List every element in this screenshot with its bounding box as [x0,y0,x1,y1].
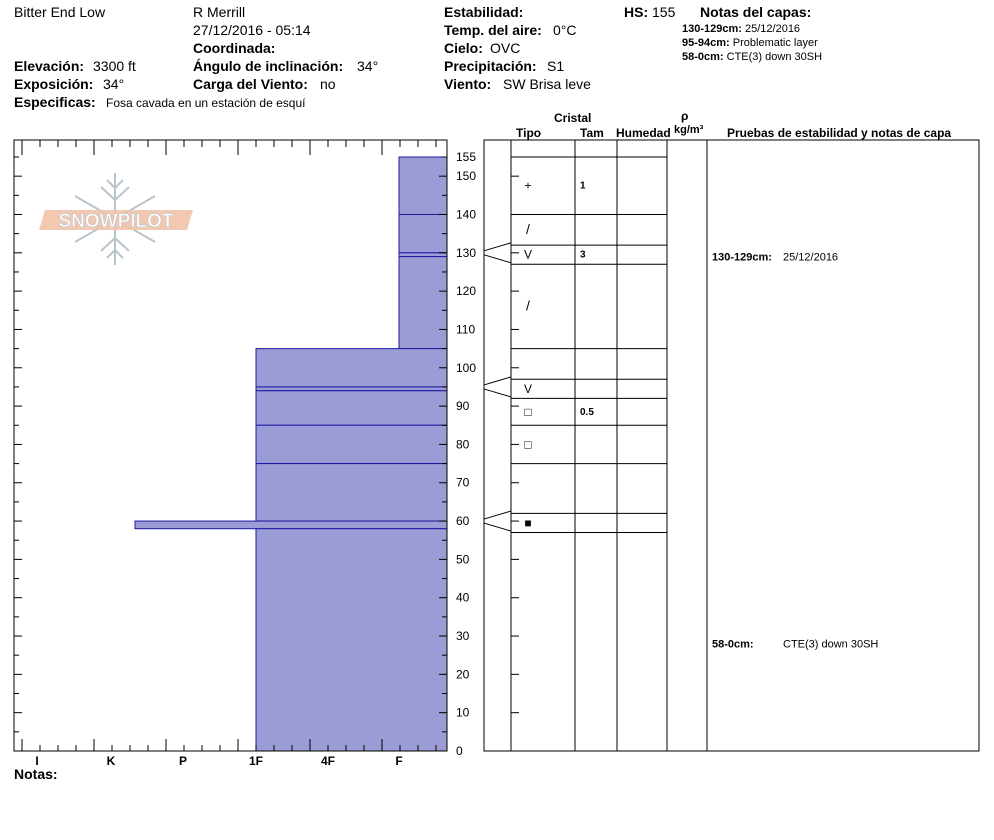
type-header: Tipo [516,126,542,140]
hardness-bar [256,464,447,521]
depth-tick-label: 20 [456,667,470,682]
depth-tick-label: 90 [456,399,470,414]
hardness-bar [256,425,447,463]
depth-tick-label: 140 [456,207,477,222]
depth-tick-label: 130 [456,245,477,260]
flag-connector [484,255,511,263]
depth-tick-label: 110 [456,322,476,337]
hardness-bar [135,521,447,529]
flag-connector [484,511,511,519]
crystal-size-value: 0.5 [580,406,594,418]
air-temp-label: Temp. del aire: [444,22,542,38]
sky-value: OVC [490,40,521,56]
stability-label: Estabilidad: [444,4,524,20]
snowpilot-logo [39,173,193,265]
hardness-tick-label: 1F [248,754,264,768]
location-name: Bitter End Low [14,4,106,20]
crystal-size-value: 1 [580,180,586,192]
hs-label: HS: [624,4,649,20]
test-note-range: 58-0cm: [712,638,754,651]
depth-tick-label: 40 [456,590,470,605]
hs-value: 155 [652,4,676,20]
hardness-bar [399,257,447,349]
depth-tick-label: 0 [456,744,463,758]
aspect-value: 34° [103,76,125,92]
logo-text: SNOWPILOT [58,211,174,232]
layer-note-1: 130-129cm: 25/12/2016 [682,23,801,35]
hardness-tick-label: F [395,754,403,768]
slope-angle-label: Ángulo de inclinación: [193,58,344,74]
flag-connector [484,523,511,531]
depth-tick-label: 50 [456,552,470,567]
crystal-type-symbol: □ [524,404,532,419]
coordinate-label: Coordinada: [193,40,276,56]
notes-label: Notas: [14,766,58,782]
crystal-type-symbol: □ [524,437,532,452]
elevation-label: Elevación: [14,58,85,74]
observer-name: R Merrill [193,4,246,20]
hardness-tick-label: I [35,754,39,768]
tests-header: Pruebas de estabilidad y notas de capa [727,126,952,140]
hardness-bar [399,253,447,257]
precipitation-label: Precipitación: [444,58,537,74]
depth-tick-label: 150 [456,169,477,184]
layer-table-frame [484,140,979,751]
wind-label: Viento: [444,76,492,92]
flag-connector [484,377,511,385]
layer-notes-title: Notas del capas: [700,4,812,20]
wind-load-value: no [320,76,336,92]
depth-tick-label: 155 [456,150,477,164]
rho-header: ρ [681,109,689,123]
hardness-bar [256,387,447,391]
depth-tick-label: 60 [456,514,470,529]
hardness-bar [399,214,447,252]
depth-tick-label: 80 [456,437,470,452]
test-note-range: 130-129cm: [712,251,772,264]
wind-value: SW Brisa leve [503,76,591,92]
crystal-type-symbol: / [526,297,530,314]
crystal-type-symbol: V [523,247,533,262]
hardness-bar [256,349,447,387]
layer-note-2: 95-94cm: Problematic layer [682,37,818,49]
test-note-text: CTE(3) down 30SH [783,638,879,651]
aspect-label: Exposición: [14,76,94,92]
density-unit-header: kg/m³ [674,124,704,136]
depth-tick-label: 10 [456,705,470,720]
sky-label: Cielo: [444,40,483,56]
layer-note-3: 58-0cm: CTE(3) down 30SH [682,51,823,63]
crystal-size-value: 3 [580,249,586,261]
hardness-bar [256,391,447,425]
precipitation-value: S1 [547,58,565,74]
air-temp-value: 0°C [553,22,577,38]
crystal-type-symbol: + [524,178,532,193]
size-header: Tam [580,126,604,140]
crystal-type-symbol: ■ [524,515,532,530]
wind-load-label: Carga del Viento: [193,76,308,92]
crystal-type-symbol: / [526,220,530,237]
test-note-text: 25/12/2016 [783,251,839,264]
moisture-header: Humedad [616,126,671,140]
hardness-tick-label: P [178,754,188,768]
specifics-value: Fosa cavada en un estación de esquí [106,96,306,110]
hardness-tick-label: 4F [320,754,336,768]
hardness-bar [399,157,447,214]
flag-connector [484,243,511,251]
observation-datetime: 27/12/2016 - 05:14 [193,22,311,38]
elevation-value: 3300 ft [93,58,136,74]
depth-tick-label: 30 [456,629,470,644]
depth-tick-label: 100 [456,360,477,375]
crystal-header: Cristal [554,111,592,125]
slope-angle-value: 34° [357,58,379,74]
flag-connector [484,389,511,397]
crystal-type-symbol: V [523,381,533,396]
specifics-label: Especificas: [14,94,96,110]
hardness-bar [256,529,447,751]
depth-tick-label: 120 [456,284,477,299]
depth-tick-label: 70 [456,475,470,490]
hardness-tick-label: K [106,754,116,768]
